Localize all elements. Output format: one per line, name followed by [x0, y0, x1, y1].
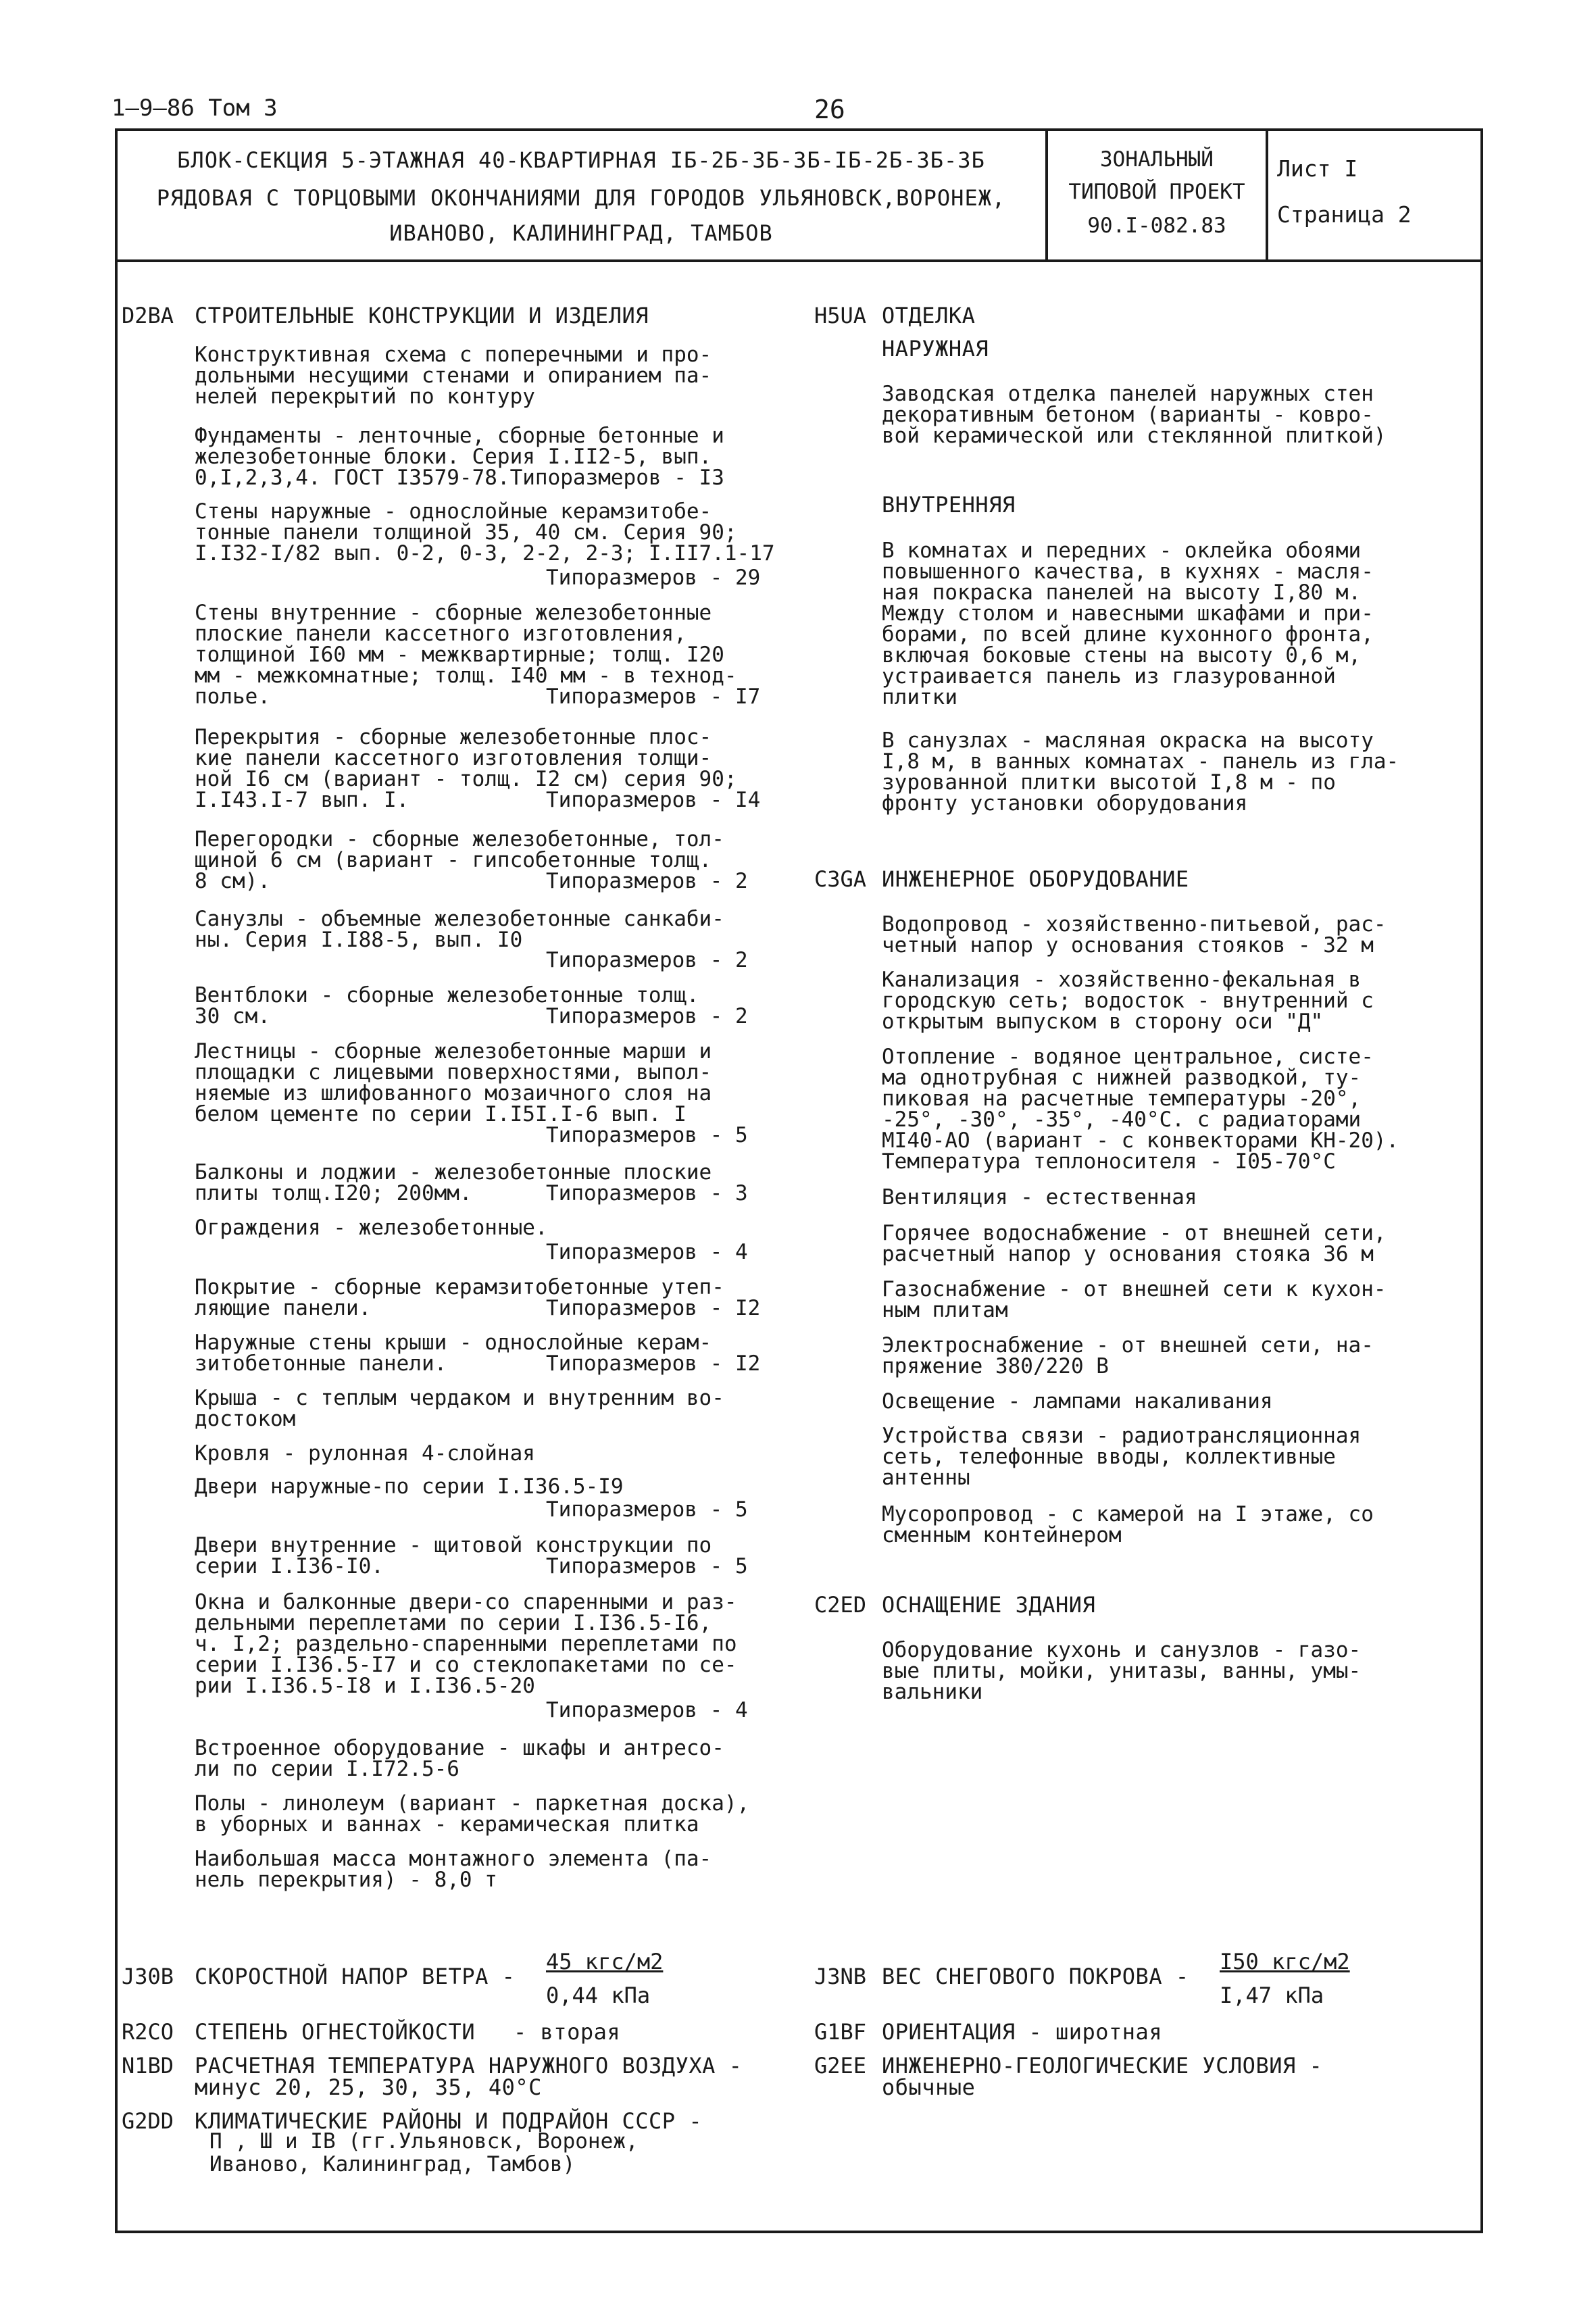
param-value: П , Ш и IВ (гг.Ульяновск, Воронеж, Иваново, Калининград, Тамбов): [209, 2129, 639, 2176]
project-type-line: ЗОНАЛЬНЫЙ: [1100, 147, 1214, 172]
section-code: C3GA: [814, 866, 867, 892]
type-count: Типоразмеров - 4: [546, 1240, 748, 1264]
project-number: 90.I-082.83: [1087, 214, 1226, 238]
type-count: Типоразмеров - I4: [546, 788, 761, 812]
param-label: РАСЧЕТНАЯ ТЕМПЕРАТУРА НАРУЖНОГО ВОЗДУХА -: [195, 2053, 743, 2078]
engineering-item: Мусоропровод - с камерой на I этаже, со сменным контейнером: [882, 1502, 1374, 1547]
page-number: 26: [814, 95, 845, 124]
type-count: Типоразмеров - 5: [546, 1497, 748, 1522]
param-code: N1BD: [122, 2053, 174, 2078]
document-reference: 1–9–86 Том 3: [111, 95, 278, 122]
param-value: - вторая: [514, 2019, 621, 2045]
spec-item: Наружные стены крыши - однослойные керам- зитобетонные панели.: [195, 1330, 712, 1376]
subsection-title: НАРУЖНАЯ: [882, 336, 989, 362]
spec-item: Полы - линолеум (вариант - паркетная доска), в уборных и ваннах - керамическая плитка: [195, 1791, 750, 1837]
param-value: 45 кгс/м2: [546, 1949, 664, 1974]
spec-item: Покрытие - сборные керамзитобетонные утеп- ляющие панели.: [195, 1275, 724, 1320]
param-label: ОРИЕНТАЦИЯ - широтная: [882, 2019, 1163, 2045]
spec-item: Перегородки - сборные железобетонные, тол- щиной 6 см (вариант - гипсобетонные толщ. 8 см).: [195, 827, 724, 893]
engineering-item: Вентиляция - естественная: [882, 1185, 1197, 1210]
param-code: G1BF: [814, 2019, 867, 2045]
type-count: Типоразмеров - I2: [546, 1296, 761, 1320]
spec-item: Перекрытия - сборные железобетонные плос- кие панели кассетного изготовления толщи- ной I6 см (вариант - толщ. I2 см) серия 90; I.I43.I-7 вып. I.: [195, 725, 737, 812]
param-value: обычные: [882, 2074, 976, 2100]
spec-item: Окна и балконные двери-со спаренными и раз- дельными переплетами по серии I.I36.5-I6, ч. I,2; раздельно-спаренными переплетами по серии I.I36.5-I7 и со стеклопакетами по се- рии I.I36.5-I8 и I.I36.5-20: [195, 1590, 737, 1698]
section-title: ОСНАЩЕНИЕ ЗДАНИЯ: [882, 1592, 1096, 1618]
spec-item: Стены наружные - однослойные керамзитобе- тонные панели толщиной 35, 40 см. Серия 90; I.I32-I/82 вып. 0-2, 0-3, 2-2, 2-3; I.II7.1-17: [195, 499, 775, 566]
section-code: D2BA: [122, 303, 174, 328]
type-count: Типоразмеров - 5: [546, 1554, 748, 1578]
spec-item: Лестницы - сборные железобетонные марши и площадки с лицевыми поверхностями, выпол- няемые из шлифованного мозаичного слоя на белом цементе по серии I.I5I.I-6 вып. I: [195, 1039, 712, 1126]
param-label: КЛИМАТИЧЕСКИЕ РАЙОНЫ И ПОДРАЙОН СССР -: [195, 2108, 703, 2134]
engineering-item: Газоснабжение - от внешней сети к кухон- ным плитам: [882, 1277, 1387, 1322]
header-title-line: БЛОК-СЕКЦИЯ 5-ЭТАЖНАЯ 40-КВАРТИРНАЯ IБ-2Б-3Б-3Б-IБ-2Б-3Б-3Б: [177, 147, 985, 173]
header-column-divider: [1266, 128, 1268, 261]
type-count: Типоразмеров - 29: [546, 566, 761, 590]
spec-item: Крыша - с теплым чердаком и внутренним во- достоком: [195, 1386, 724, 1431]
param-code: J30B: [122, 1964, 174, 1989]
finish-outer-text: Заводская отделка панелей наружных стен декоративным бетоном (варианты - ковро- вой керамической или стеклянной плиткой): [882, 382, 1387, 448]
spec-item: Ограждения - железобетонные.: [195, 1216, 548, 1240]
engineering-item: Освещение - лампами накаливания: [882, 1389, 1273, 1414]
section-title: СТРОИТЕЛЬНЫЕ КОНСТРУКЦИИ И ИЗДЕЛИЯ: [195, 303, 649, 328]
param-label: ВЕС СНЕГОВОГО ПОКРОВА -: [882, 1964, 1189, 1989]
param-label: СТЕПЕНЬ ОГНЕСТОЙКОСТИ: [195, 2019, 476, 2045]
spec-item: Фундаменты - ленточные, сборные бетонные и железобетонные блоки. Серия I.II2-5, вып. 0,I,2,3,4. ГОСТ I3579-78.Типоразмеров - I3: [195, 424, 724, 490]
type-count: Типоразмеров - 2: [546, 1004, 748, 1028]
param-code: J3NB: [814, 1964, 867, 1989]
param-code: G2EE: [814, 2053, 867, 2078]
spec-item: Двери внутренние - щитовой конструкции по серии I.I36-I0.: [195, 1533, 712, 1578]
engineering-item: Канализация - хозяйственно-фекальная в городскую сеть; водосток - внутренний с открытым выпуском в сторону оси "Д": [882, 968, 1374, 1034]
project-type-line: ТИПОВОЙ ПРОЕКТ: [1068, 180, 1245, 204]
engineering-item: Устройства связи - радиотрансляционная сеть, телефонные вводы, коллективные антенны: [882, 1424, 1362, 1490]
header-title-line: ИВАНОВО, КАЛИНИНГРАД, ТАМБОВ: [389, 220, 773, 246]
type-count: Типоразмеров - 2: [546, 869, 748, 893]
type-count: Типоразмеров - 2: [546, 948, 748, 972]
param-value: I50 кгс/м2: [1220, 1949, 1350, 1974]
finish-inner-text: В санузлах - масляная окраска на высоту I,8 м, в ванных комнатах - панель из гла- зурованной плитки высотой I,8 м - по фронту установки оборудования: [882, 728, 1399, 816]
finish-inner-text: В комнатах и передних - оклейка обоями повышенного качества, в кухнях - масля- ная покраска панелей на высоту I,80 м. Между столом и навесными шкафами и при- борами, по всей длине кухонного фронта, включая боковые стены на высоту 0,6 м, устраивается панель из глазурованной плитки: [882, 539, 1374, 710]
equipment-text: Оборудование кухонь и санузлов - газо- вые плиты, мойки, унитазы, ванны, умы- вальники: [882, 1638, 1362, 1704]
type-count: Типоразмеров - I7: [546, 684, 761, 709]
engineering-item: Водопровод - хозяйственно-питьевой, рас- четный напор у основания стояков - 32 м: [882, 912, 1387, 957]
subsection-title: ВНУТРЕННЯЯ: [882, 492, 1016, 518]
header-divider: [115, 259, 1483, 262]
engineering-item: Электроснабжение - от внешней сети, на- пряжение 380/220 В: [882, 1333, 1374, 1378]
param-code: R2CO: [122, 2019, 174, 2045]
spec-item: Вентблоки - сборные железобетонные толщ. 30 см.: [195, 983, 699, 1028]
param-label: СКОРОСТНОЙ НАПОР ВЕТРА -: [195, 1964, 516, 1989]
param-label: ИНЖЕНЕРНО-ГЕОЛОГИЧЕСКИЕ УСЛОВИЯ -: [882, 2053, 1323, 2078]
section-code: C2ED: [814, 1592, 867, 1618]
type-count: Типоразмеров - 5: [546, 1123, 748, 1147]
spec-item: Встроенное оборудование - шкафы и антресо- ли по серии I.I72.5-6: [195, 1736, 724, 1781]
type-count: Типоразмеров - 3: [546, 1181, 748, 1205]
param-value: минус 20, 25, 30, 35, 40°С: [195, 2074, 542, 2100]
engineering-item: Горячее водоснабжение - от внешней сети, расчетный напор у основания стояка 36 м: [882, 1221, 1387, 1266]
spec-item: Кровля - рулонная 4-слойная: [195, 1441, 535, 1466]
type-count: Типоразмеров - I2: [546, 1351, 761, 1376]
header-column-divider: [1045, 128, 1048, 261]
section-code: H5UA: [814, 303, 867, 328]
section-title: ИНЖЕНЕРНОЕ ОБОРУДОВАНИЕ: [882, 866, 1189, 892]
spec-item: Стены внутренние - сборные железобетонные плоские панели кассетного изготовления, толщиной I60 мм - межквартирные; толщ. I20 мм - межкомнатные; толщ. I40 мм - в технод- полье.: [195, 601, 737, 709]
spec-item: Наибольшая масса монтажного элемента (па- нель перекрытия) - 8,0 т: [195, 1847, 712, 1892]
sheet-label: Лист I: [1277, 155, 1358, 182]
param-value: 0,44 кПа: [546, 1983, 651, 2008]
spec-item: Балконы и лоджии - железобетонные плоские плиты толщ.I20; 200мм.: [195, 1160, 712, 1205]
engineering-item: Отопление - водяное центральное, систе- ма однотрубная с нижней разводкой, ту- пиковая на расчетные температуры -20°, -25°, -30°, -35°, -40°С. с радиаторами МI40-АО (вариант - с конвекторами КН-20). Температура теплоносителя - I05-70°С: [882, 1045, 1399, 1174]
type-count: Типоразмеров - 4: [546, 1698, 748, 1722]
page-label: Страница 2: [1277, 201, 1412, 228]
param-value: I,47 кПа: [1220, 1983, 1324, 2008]
header-title-line: РЯДОВАЯ С ТОРЦОВЫМИ ОКОНЧАНИЯМИ ДЛЯ ГОРОДОВ УЛЬЯНОВСК,ВОРОНЕЖ,: [156, 185, 1006, 211]
section-title: ОТДЕЛКА: [882, 303, 976, 328]
spec-item: Конструктивная схема с поперечными и про- дольными несущими стенами и опиранием па- нелей перекрытий по контуру: [195, 343, 712, 409]
spec-item: Санузлы - объемные железобетонные санкаби- ны. Серия I.I88-5, вып. I0: [195, 907, 724, 952]
spec-item: Двери наружные-по серии I.I36.5-I9: [195, 1474, 624, 1499]
param-code: G2DD: [122, 2108, 174, 2134]
